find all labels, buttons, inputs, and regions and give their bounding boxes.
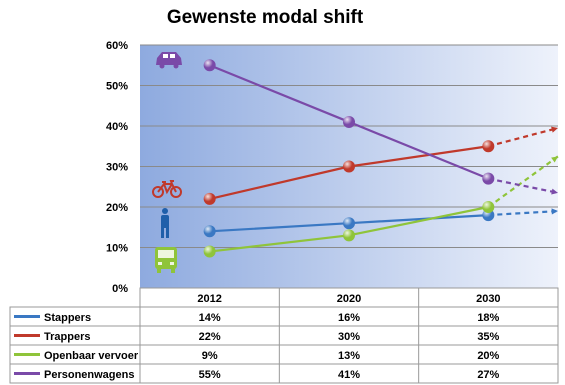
- y-axis-ticks: [106, 40, 128, 295]
- data-label: 41%: [337, 369, 361, 381]
- legend-label: Trappers: [44, 331, 91, 343]
- data-point-shine: [482, 173, 494, 185]
- data-label: 55%: [198, 369, 221, 381]
- data-label: 14%: [198, 312, 221, 324]
- data-label: 20%: [477, 350, 500, 362]
- chart-title: Gewenste modal shift: [166, 7, 364, 28]
- data-label: 9%: [201, 350, 218, 362]
- x-tick-label: 2020: [336, 293, 362, 305]
- legend-label: Personenwagens: [44, 369, 135, 381]
- data-point-shine: [482, 201, 494, 213]
- data-point-shine: [204, 225, 216, 237]
- data-label: 27%: [477, 369, 500, 381]
- data-point-shine: [343, 161, 355, 173]
- data-label: 13%: [337, 350, 361, 362]
- data-point-shine: [343, 116, 355, 128]
- x-tick-label: 2012: [197, 293, 222, 305]
- data-label: 30%: [337, 331, 361, 343]
- data-point-shine: [482, 140, 494, 152]
- y-tick-label: 10%: [105, 242, 128, 255]
- y-tick-label: 20%: [105, 202, 128, 214]
- y-tick-label: 40%: [105, 121, 128, 133]
- y-tick-label: 0%: [112, 283, 128, 295]
- x-tick-label: 2030: [476, 293, 501, 305]
- legend-label: Stappers: [44, 312, 92, 324]
- data-label: 16%: [337, 312, 361, 324]
- data-point-shine: [343, 217, 355, 229]
- data-point-shine: [204, 59, 216, 71]
- data-point-shine: [343, 229, 355, 241]
- y-tick-label: 50%: [105, 80, 128, 93]
- data-label: 35%: [477, 331, 500, 343]
- y-tick-label: 30%: [105, 161, 128, 174]
- data-label: 22%: [198, 331, 221, 343]
- data-point-shine: [204, 193, 216, 205]
- data-point-shine: [204, 246, 216, 258]
- y-tick-label: 60%: [105, 40, 128, 52]
- data-label: 18%: [477, 312, 500, 324]
- data-table: [10, 288, 558, 383]
- legend-label: Openbaar vervoer: [44, 350, 139, 362]
